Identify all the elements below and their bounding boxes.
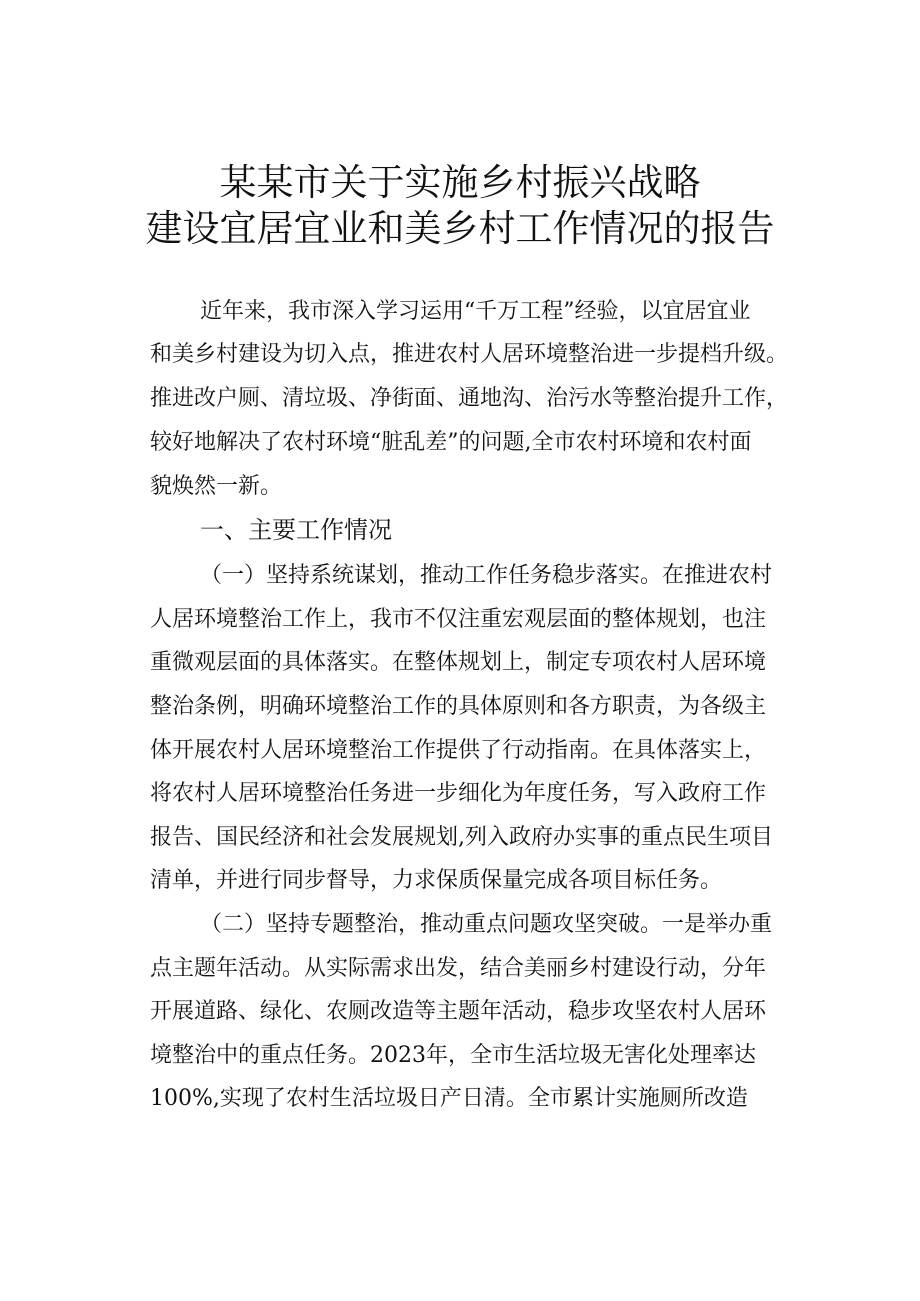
paragraph-1-line: （一）坚持系统谋划，推动工作任务稳步落实。在推进农村 [200,563,773,588]
paragraph-intro-line: 貌焕然一新。 [150,474,283,499]
paragraph-1-line: 体开展农村人居环境整治工作提供了行动指南。在具体落实上， [150,738,767,763]
paragraph-intro-line: 近年来，我市深入学习运用“千万工程”经验，以宜居宜业 [200,299,751,324]
section-heading: 一、主要工作情况 [200,516,392,544]
paragraph-1-line: 将农村人居环境整治任务进一步细化为年度任务，写入政府工作 [150,781,767,806]
document-title-line-2: 建设宜居宜业和美乡村工作情况的报告 [145,207,775,250]
paragraph-1-line: 人居环境整治工作上，我市不仅注重宏观层面的整体规划，也注 [150,607,767,632]
document-title-line-1: 某某市关于实施乡村振兴战略 [219,161,701,204]
paragraph-intro-line: 推进改户厕、清垃圾、净街面、通地沟、治污水等整治提升工作， [150,386,789,411]
paragraph-2-line: （二）坚持专题整治，推动重点问题攻坚突破。一是举办重 [200,912,773,937]
paragraph-1-line: 重微观层面的具体落实。在整体规划上，制定专项农村人居环境 [150,650,767,675]
paragraph-2-line: 点主题年活动。从实际需求出发，结合美丽乡村建设行动，分年 [150,956,767,981]
paragraph-1-line: 报告、国民经济和社会发展规划,列入政府办实事的重点民生项目 [150,825,773,850]
paragraph-intro-line: 较好地解决了农村环境“脏乱差”的问题,全市农村环境和农村面 [150,430,752,455]
paragraph-2-line: 100%,实现了农村生活垃圾日产日清。全市累计实施厕所改造 [150,1086,748,1111]
paragraph-1-line: 整治条例，明确环境整治工作的具体原则和各方职责，为各级主 [150,694,767,719]
paragraph-2-line: 开展道路、绿化、农厕改造等主题年活动，稳步攻坚农村人居环 [150,999,767,1024]
paragraph-intro-line: 和美乡村建设为切入点，推进农村人居环境整治进一步提档升级。 [150,342,789,367]
paragraph-2-line: 境整治中的重点任务。2023年，全市生活垃圾无害化处理率达 [150,1043,756,1068]
paragraph-1-line: 清单，并进行同步督导，力求保质保量完成各项目标任务。 [150,868,723,893]
